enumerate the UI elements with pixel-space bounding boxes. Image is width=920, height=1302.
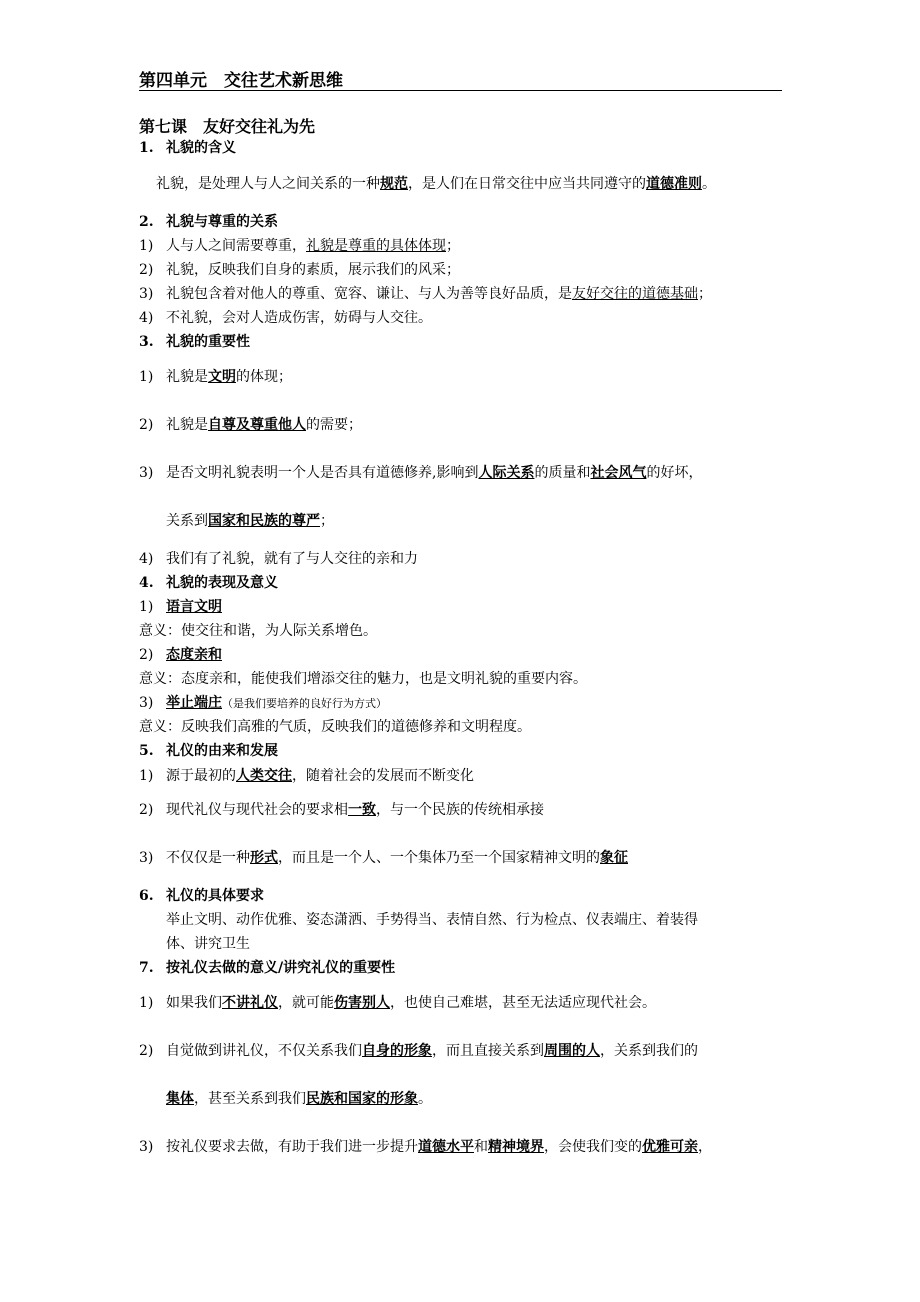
list-item: 1) 源于最初的人类交往，随着社会的发展而不断变化	[139, 768, 474, 784]
list-item: 1) 人与人之间需要尊重，礼貌是尊重的具体体现；	[139, 238, 460, 254]
requirements-line: 体、讲究卫生	[166, 936, 250, 952]
list-item: 4) 我们有了礼貌，就有了与人交往的亲和力	[139, 551, 418, 567]
list-item-continuation: 集体，甚至关系到我们民族和国家的形象。	[166, 1091, 432, 1107]
section-6-heading: 6. 礼仪的具体要求	[139, 888, 264, 904]
list-item: 1) 礼貌是文明的体现；	[139, 369, 292, 385]
meaning-text: 意义：态度亲和，能使我们增添交往的魅力，也是文明礼貌的重要内容。	[139, 671, 587, 687]
list-item: 3) 按礼仪要求去做，有助于我们进一步提升道德水平和精神境界，会使我们变的优雅可亲，	[139, 1139, 712, 1155]
list-item: 3) 举止端庄（是我们要培养的良好行为方式）	[139, 695, 387, 711]
list-item: 2) 礼貌是自尊及尊重他人的需要；	[139, 417, 362, 433]
list-item: 2) 态度亲和	[139, 647, 222, 663]
section-3-heading: 3. 礼貌的重要性	[139, 334, 250, 350]
requirements-line: 举止文明、动作优雅、姿态潇洒、手势得当、表情自然、行为检点、仪表端庄、着装得	[166, 912, 698, 928]
list-item: 2) 现代礼仪与现代社会的要求相一致，与一个民族的传统相承接	[139, 802, 544, 818]
section-7-heading: 7. 按礼仪去做的意义/讲究礼仪的重要性	[139, 960, 396, 976]
list-item: 2) 礼貌，反映我们自身的素质，展示我们的风采；	[139, 262, 460, 278]
unit-title: 第四单元 交往艺术新思维	[139, 71, 343, 91]
section-2-heading: 2. 礼貌与尊重的关系	[139, 214, 278, 230]
list-item: 4) 不礼貌，会对人造成伤害，妨碍与人交往。	[139, 310, 432, 326]
header-rule	[139, 90, 782, 91]
list-item: 1) 语言文明	[139, 599, 222, 615]
list-item: 3) 是否文明礼貌表明一个人是否具有道德修养,影响到人际关系的质量和社会风气的好坏，	[139, 465, 703, 481]
section-5-heading: 5. 礼仪的由来和发展	[139, 743, 278, 759]
section-1-heading: 1. 礼貌的含义	[139, 140, 236, 156]
meaning-text: 意义：反映我们高雅的气质，反映我们的道德修养和文明程度。	[139, 719, 531, 735]
list-item: 3) 不仅仅是一种形式，而且是一个人、一个集体乃至一个国家精神文明的象征	[139, 850, 628, 866]
list-item: 2) 自觉做到讲礼仪，不仅关系我们自身的形象，而且直接关系到周围的人，关系到我们的	[139, 1043, 698, 1059]
list-item: 1) 如果我们不讲礼仪，就可能伤害别人，也使自己难堪，甚至无法适应现代社会。	[139, 995, 656, 1011]
meaning-text: 意义：使交往和谐，为人际关系增色。	[139, 623, 377, 639]
section-4-heading: 4. 礼貌的表现及意义	[139, 575, 278, 591]
list-item: 3) 礼貌包含着对他人的尊重、宽容、谦让、与人为善等良好品质，是友好交往的道德基础；	[139, 286, 712, 302]
list-item-continuation: 关系到国家和民族的尊严；	[166, 513, 334, 529]
section-1-paragraph: 礼貌，是处理人与人之间关系的一种规范，是人们在日常交往中应当共同遵守的道德准则。	[156, 176, 716, 192]
lesson-title: 第七课 友好交往礼为先	[139, 117, 316, 136]
